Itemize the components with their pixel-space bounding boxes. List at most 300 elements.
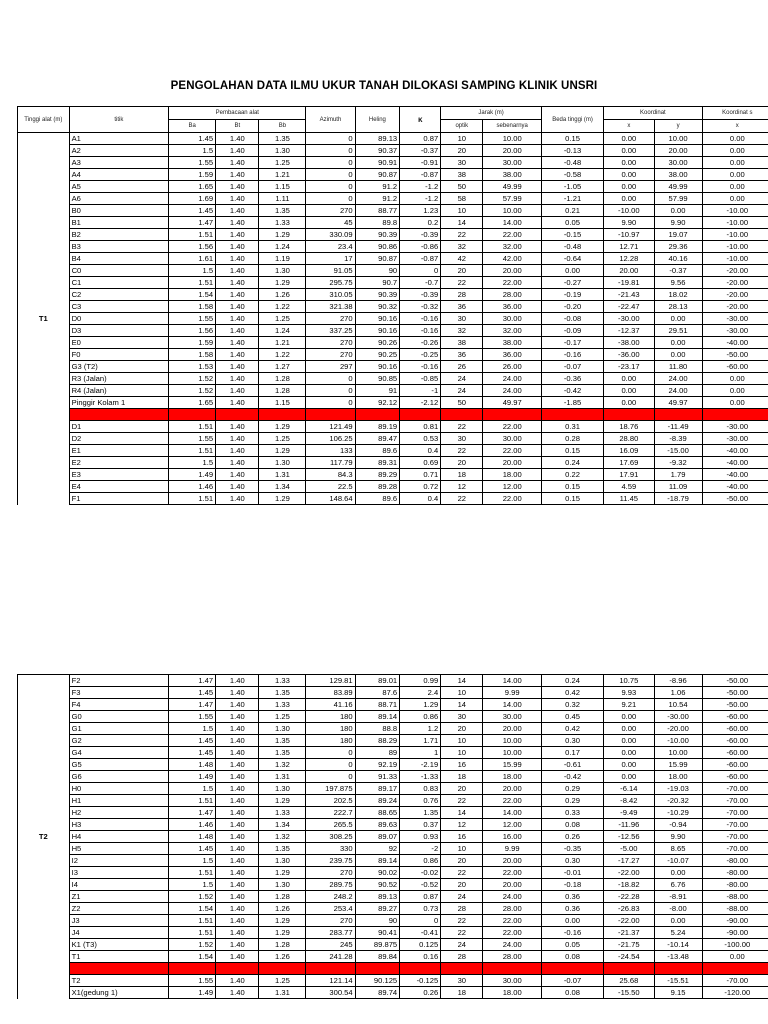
cell-azimuth: 270 [306, 349, 355, 361]
cell-heling: 89.14 [355, 855, 400, 867]
cell-kappa: -0.16 [400, 361, 441, 373]
cell-bb: 1.34 [259, 819, 306, 831]
cell-heling: 89.8 [355, 217, 400, 229]
cell-beda-tinggi: -0.19 [542, 289, 604, 301]
cell-koordinat-s-x: 0.00 [702, 133, 768, 145]
cell-jarak-sebenarnya: 49.97 [483, 397, 542, 409]
table-row [18, 771, 768, 783]
cell-bb: 1.30 [259, 783, 306, 795]
cell-koordinat-y: 9.90 [654, 217, 702, 229]
cell-heling: 90.125 [355, 975, 400, 987]
cell-bb: 1.29 [259, 421, 306, 433]
cell-jarak-sebenarnya: 28.00 [483, 289, 542, 301]
cell-koordinat-y: 0.00 [654, 915, 702, 927]
separator-cell [259, 409, 306, 421]
cell-jarak-sebenarnya: 22.00 [483, 867, 542, 879]
cell-beda-tinggi: 0.33 [542, 807, 604, 819]
cell-bb: 1.31 [259, 987, 306, 999]
table-row [18, 169, 768, 181]
cell-heling: 89.74 [355, 987, 400, 999]
cell-koordinat-s-x: -70.00 [702, 783, 768, 795]
cell-jarak-sebenarnya: 10.00 [483, 735, 542, 747]
cell-koordinat-x: -38.00 [604, 337, 654, 349]
cell-koordinat-s-x: -40.00 [702, 469, 768, 481]
cell-heling: 89.14 [355, 711, 400, 723]
cell-koordinat-x: -6.14 [604, 783, 654, 795]
separator-cell [69, 409, 169, 421]
cell-kappa: 0.86 [400, 855, 441, 867]
cell-titik: D1 [69, 421, 169, 433]
header-x: x [604, 120, 654, 133]
cell-bb: 1.35 [259, 205, 306, 217]
cell-koordinat-s-x: -20.00 [702, 301, 768, 313]
cell-bb: 1.30 [259, 457, 306, 469]
cell-ba: 1.55 [169, 433, 216, 445]
cell-koordinat-y: 38.00 [654, 169, 702, 181]
cell-koordinat-s-x: -70.00 [702, 975, 768, 987]
cell-bt: 1.40 [216, 469, 259, 481]
cell-azimuth: 17 [306, 253, 355, 265]
cell-koordinat-y: -11.49 [654, 421, 702, 433]
cell-kappa: 0.83 [400, 783, 441, 795]
cell-kappa: -0.16 [400, 313, 441, 325]
cell-bb: 1.30 [259, 145, 306, 157]
cell-bt: 1.40 [216, 373, 259, 385]
header-x2: x [702, 120, 768, 133]
cell-kappa: -2 [400, 843, 441, 855]
header-bb: Bb [259, 120, 306, 133]
cell-beda-tinggi: 0.00 [542, 915, 604, 927]
cell-koordinat-s-x: -70.00 [702, 807, 768, 819]
cell-azimuth: 148.64 [306, 493, 355, 505]
cell-koordinat-s-x: -10.00 [702, 217, 768, 229]
cell-ba: 1.5 [169, 457, 216, 469]
cell-koordinat-s-x: -10.00 [702, 205, 768, 217]
cell-azimuth: 180 [306, 711, 355, 723]
cell-heling: 90.52 [355, 879, 400, 891]
table-row [18, 879, 768, 891]
cell-beda-tinggi: 0.05 [542, 217, 604, 229]
cell-heling: 92 [355, 843, 400, 855]
cell-beda-tinggi: 0.00 [542, 265, 604, 277]
separator-cell [169, 409, 216, 421]
cell-heling: 88.29 [355, 735, 400, 747]
cell-jarak-optik: 16 [441, 831, 483, 843]
cell-kappa: 0.69 [400, 457, 441, 469]
cell-ba: 1.51 [169, 915, 216, 927]
cell-bb: 1.29 [259, 493, 306, 505]
separator-cell [216, 409, 259, 421]
separator-cell [702, 963, 768, 975]
cell-koordinat-s-x: -60.00 [702, 735, 768, 747]
cell-koordinat-y: 0.00 [654, 337, 702, 349]
separator-cell [169, 963, 216, 975]
cell-bt: 1.40 [216, 831, 259, 843]
cell-koordinat-s-x: -80.00 [702, 879, 768, 891]
cell-titik: D3 [69, 325, 169, 337]
cell-heling: 89.47 [355, 433, 400, 445]
cell-koordinat-s-x: -40.00 [702, 481, 768, 493]
cell-bb: 1.25 [259, 313, 306, 325]
cell-titik: H0 [69, 783, 169, 795]
cell-koordinat-x: 0.00 [604, 397, 654, 409]
cell-titik: H5 [69, 843, 169, 855]
cell-azimuth: 180 [306, 735, 355, 747]
cell-kappa: 0.26 [400, 987, 441, 999]
table-row [18, 675, 768, 687]
cell-beda-tinggi: -1.05 [542, 181, 604, 193]
cell-kappa: 0 [400, 265, 441, 277]
cell-jarak-optik: 36 [441, 301, 483, 313]
table-row [18, 301, 768, 313]
cell-ba: 1.65 [169, 181, 216, 193]
cell-koordinat-s-x: -50.00 [702, 699, 768, 711]
cell-jarak-optik: 30 [441, 975, 483, 987]
cell-koordinat-y: 18.00 [654, 771, 702, 783]
cell-bt: 1.40 [216, 843, 259, 855]
cell-azimuth: 106.25 [306, 433, 355, 445]
cell-titik: F0 [69, 349, 169, 361]
cell-titik: G4 [69, 747, 169, 759]
cell-bb: 1.31 [259, 771, 306, 783]
cell-azimuth: 0 [306, 397, 355, 409]
cell-jarak-optik: 28 [441, 289, 483, 301]
cell-koordinat-x: -19.81 [604, 277, 654, 289]
cell-beda-tinggi: -0.64 [542, 253, 604, 265]
separator-cell [306, 409, 355, 421]
cell-kappa: -1.2 [400, 181, 441, 193]
cell-beda-tinggi: 0.29 [542, 783, 604, 795]
cell-ba: 1.47 [169, 807, 216, 819]
cell-koordinat-x: 17.91 [604, 469, 654, 481]
cell-beda-tinggi: 0.32 [542, 699, 604, 711]
cell-beda-tinggi: -0.18 [542, 879, 604, 891]
cell-koordinat-s-x: 0.00 [702, 373, 768, 385]
cell-jarak-optik: 30 [441, 433, 483, 445]
cell-azimuth: 23.4 [306, 241, 355, 253]
cell-jarak-optik: 22 [441, 867, 483, 879]
cell-jarak-sebenarnya: 22.00 [483, 493, 542, 505]
cell-bt: 1.40 [216, 217, 259, 229]
cell-bb: 1.33 [259, 807, 306, 819]
cell-kappa: 2.4 [400, 687, 441, 699]
tinggi-alat-station: T2 [18, 675, 70, 999]
page-title: PENGOLAHAN DATA ILMU UKUR TANAH DILOKASI SAMPING KLINIK UNSRI [170, 80, 598, 92]
cell-bb: 1.35 [259, 133, 306, 145]
cell-bb: 1.24 [259, 241, 306, 253]
cell-beda-tinggi: 0.22 [542, 469, 604, 481]
separator-row [18, 963, 768, 975]
cell-heling: 90.16 [355, 361, 400, 373]
table-row [18, 481, 768, 493]
cell-koordinat-y: -9.32 [654, 457, 702, 469]
cell-kappa: -0.39 [400, 289, 441, 301]
cell-koordinat-x: -9.49 [604, 807, 654, 819]
cell-jarak-optik: 20 [441, 457, 483, 469]
cell-koordinat-s-x: -60.00 [702, 723, 768, 735]
table-row [18, 253, 768, 265]
cell-koordinat-s-x: -10.00 [702, 229, 768, 241]
cell-jarak-sebenarnya: 28.00 [483, 951, 542, 963]
table-row [18, 385, 768, 397]
cell-ba: 1.69 [169, 193, 216, 205]
table-row [18, 193, 768, 205]
cell-titik: E0 [69, 337, 169, 349]
cell-ba: 1.51 [169, 229, 216, 241]
table-row [18, 795, 768, 807]
cell-titik: I2 [69, 855, 169, 867]
cell-koordinat-x: -26.83 [604, 903, 654, 915]
cell-koordinat-x: -22.00 [604, 867, 654, 879]
separator-cell [702, 409, 768, 421]
cell-jarak-optik: 38 [441, 337, 483, 349]
cell-beda-tinggi: -1.21 [542, 193, 604, 205]
cell-koordinat-y: 9.56 [654, 277, 702, 289]
cell-titik: B2 [69, 229, 169, 241]
cell-heling: 90.91 [355, 157, 400, 169]
cell-jarak-sebenarnya: 26.00 [483, 361, 542, 373]
cell-jarak-optik: 28 [441, 903, 483, 915]
separator-cell [604, 409, 654, 421]
cell-beda-tinggi: 0.21 [542, 205, 604, 217]
cell-jarak-optik: 14 [441, 699, 483, 711]
cell-koordinat-y: -15.51 [654, 975, 702, 987]
cell-heling: 90.85 [355, 373, 400, 385]
cell-koordinat-s-x: -20.00 [702, 265, 768, 277]
cell-jarak-sebenarnya: 30.00 [483, 711, 542, 723]
cell-heling: 88.8 [355, 723, 400, 735]
cell-ba: 1.54 [169, 903, 216, 915]
cell-jarak-optik: 18 [441, 469, 483, 481]
cell-kappa: -0.87 [400, 253, 441, 265]
cell-jarak-optik: 20 [441, 723, 483, 735]
table-row [18, 687, 768, 699]
cell-titik: H1 [69, 795, 169, 807]
header-optik: optik [441, 120, 483, 133]
cell-titik: F2 [69, 675, 169, 687]
cell-bt: 1.40 [216, 493, 259, 505]
cell-azimuth: 180 [306, 723, 355, 735]
cell-ba: 1.55 [169, 313, 216, 325]
cell-ba: 1.5 [169, 145, 216, 157]
cell-jarak-optik: 10 [441, 843, 483, 855]
cell-koordinat-s-x: -70.00 [702, 819, 768, 831]
cell-jarak-optik: 18 [441, 771, 483, 783]
cell-azimuth: 270 [306, 313, 355, 325]
cell-beda-tinggi: 0.42 [542, 687, 604, 699]
cell-azimuth: 45 [306, 217, 355, 229]
cell-beda-tinggi: 0.17 [542, 747, 604, 759]
cell-koordinat-y: -8.00 [654, 903, 702, 915]
cell-azimuth: 0 [306, 771, 355, 783]
cell-heling: 90.37 [355, 145, 400, 157]
cell-koordinat-s-x: -120.00 [702, 987, 768, 999]
cell-azimuth: 202.5 [306, 795, 355, 807]
cell-koordinat-y: 18.02 [654, 289, 702, 301]
cell-bt: 1.40 [216, 445, 259, 457]
table-row [18, 807, 768, 819]
cell-ba: 1.49 [169, 469, 216, 481]
cell-jarak-sebenarnya: 22.00 [483, 229, 542, 241]
cell-ba: 1.58 [169, 349, 216, 361]
cell-azimuth: 270 [306, 205, 355, 217]
table-row [18, 325, 768, 337]
cell-koordinat-s-x: -88.00 [702, 891, 768, 903]
cell-koordinat-y: -19.03 [654, 783, 702, 795]
cell-ba: 1.5 [169, 783, 216, 795]
cell-koordinat-y: -13.48 [654, 951, 702, 963]
cell-bt: 1.40 [216, 361, 259, 373]
cell-koordinat-y: 24.00 [654, 373, 702, 385]
cell-koordinat-s-x: 0.00 [702, 385, 768, 397]
cell-bb: 1.35 [259, 843, 306, 855]
cell-jarak-optik: 22 [441, 421, 483, 433]
cell-titik: G0 [69, 711, 169, 723]
survey-table-page-2 [17, 674, 768, 999]
cell-azimuth: 310.05 [306, 289, 355, 301]
cell-bb: 1.29 [259, 277, 306, 289]
cell-heling: 90.87 [355, 169, 400, 181]
cell-ba: 1.47 [169, 217, 216, 229]
cell-jarak-sebenarnya: 10.00 [483, 205, 542, 217]
cell-ba: 1.59 [169, 337, 216, 349]
cell-azimuth: 0 [306, 373, 355, 385]
cell-ba: 1.48 [169, 831, 216, 843]
cell-heling: 88.65 [355, 807, 400, 819]
cell-kappa: 1.23 [400, 205, 441, 217]
header-sebenarnya: sebenarnya [483, 120, 542, 133]
table-row [18, 783, 768, 795]
table-row [18, 855, 768, 867]
cell-koordinat-s-x: -50.00 [702, 493, 768, 505]
cell-bt: 1.40 [216, 181, 259, 193]
cell-koordinat-x: 10.75 [604, 675, 654, 687]
table-row [18, 265, 768, 277]
cell-kappa: 0.4 [400, 493, 441, 505]
cell-azimuth: 289.75 [306, 879, 355, 891]
separator-cell [441, 409, 483, 421]
cell-jarak-optik: 22 [441, 445, 483, 457]
cell-koordinat-s-x: -80.00 [702, 855, 768, 867]
cell-bb: 1.26 [259, 951, 306, 963]
cell-koordinat-s-x: -30.00 [702, 313, 768, 325]
table-row [18, 747, 768, 759]
cell-bb: 1.25 [259, 975, 306, 987]
cell-kappa: -0.26 [400, 337, 441, 349]
cell-koordinat-x: -21.75 [604, 939, 654, 951]
cell-heling: 90.86 [355, 241, 400, 253]
table-row [18, 711, 768, 723]
cell-bt: 1.40 [216, 289, 259, 301]
cell-heling: 90.02 [355, 867, 400, 879]
cell-ba: 1.55 [169, 157, 216, 169]
cell-bt: 1.40 [216, 457, 259, 469]
cell-koordinat-s-x: -80.00 [702, 867, 768, 879]
cell-jarak-sebenarnya: 49.99 [483, 181, 542, 193]
cell-koordinat-s-x: -50.00 [702, 687, 768, 699]
cell-bb: 1.29 [259, 229, 306, 241]
cell-koordinat-x: -18.82 [604, 879, 654, 891]
cell-jarak-sebenarnya: 20.00 [483, 265, 542, 277]
cell-bt: 1.40 [216, 313, 259, 325]
cell-ba: 1.51 [169, 927, 216, 939]
cell-heling: 91.33 [355, 771, 400, 783]
table-row [18, 313, 768, 325]
cell-koordinat-x: 11.45 [604, 493, 654, 505]
cell-jarak-sebenarnya: 22.00 [483, 445, 542, 457]
cell-bt: 1.40 [216, 915, 259, 927]
cell-koordinat-x: 0.00 [604, 711, 654, 723]
cell-bb: 1.32 [259, 759, 306, 771]
cell-bb: 1.35 [259, 747, 306, 759]
cell-bb: 1.28 [259, 891, 306, 903]
cell-azimuth: 253.4 [306, 903, 355, 915]
cell-jarak-sebenarnya: 10.00 [483, 133, 542, 145]
cell-azimuth: 121.49 [306, 421, 355, 433]
cell-titik: B4 [69, 253, 169, 265]
cell-ba: 1.61 [169, 253, 216, 265]
cell-azimuth: 0 [306, 145, 355, 157]
cell-heling: 90.16 [355, 325, 400, 337]
cell-bb: 1.30 [259, 879, 306, 891]
cell-kappa: -0.7 [400, 277, 441, 289]
table-row [18, 229, 768, 241]
cell-jarak-optik: 20 [441, 783, 483, 795]
cell-koordinat-y: 29.51 [654, 325, 702, 337]
cell-titik: K1 (T3) [69, 939, 169, 951]
cell-bb: 1.29 [259, 795, 306, 807]
cell-kappa: 0.2 [400, 217, 441, 229]
cell-bt: 1.40 [216, 711, 259, 723]
survey-table-page-1 [17, 106, 768, 505]
cell-koordinat-x: -12.56 [604, 831, 654, 843]
cell-kappa: -0.41 [400, 927, 441, 939]
cell-azimuth: 133 [306, 445, 355, 457]
table-row [18, 735, 768, 747]
cell-heling: 89.31 [355, 457, 400, 469]
cell-bt: 1.40 [216, 265, 259, 277]
cell-jarak-optik: 50 [441, 397, 483, 409]
cell-koordinat-s-x: -100.00 [702, 939, 768, 951]
table-row [18, 349, 768, 361]
cell-heling: 90.39 [355, 229, 400, 241]
cell-kappa: 0.72 [400, 481, 441, 493]
cell-heling: 91 [355, 385, 400, 397]
cell-azimuth: 265.5 [306, 819, 355, 831]
cell-jarak-optik: 20 [441, 855, 483, 867]
cell-azimuth: 0 [306, 181, 355, 193]
table-row [18, 277, 768, 289]
header-bt: Bt [216, 120, 259, 133]
cell-beda-tinggi: -1.85 [542, 397, 604, 409]
cell-jarak-sebenarnya: 22.00 [483, 927, 542, 939]
cell-bt: 1.40 [216, 241, 259, 253]
cell-bt: 1.40 [216, 253, 259, 265]
header-kappa: κ [400, 107, 441, 133]
cell-kappa: 0.93 [400, 831, 441, 843]
cell-beda-tinggi: 0.26 [542, 831, 604, 843]
header-tinggi-alat: Tinggi alat (m) [18, 107, 70, 133]
cell-jarak-optik: 28 [441, 951, 483, 963]
cell-koordinat-s-x: -90.00 [702, 915, 768, 927]
cell-bt: 1.40 [216, 747, 259, 759]
cell-azimuth: 117.79 [306, 457, 355, 469]
cell-jarak-optik: 12 [441, 819, 483, 831]
cell-bt: 1.40 [216, 193, 259, 205]
cell-koordinat-y: 57.99 [654, 193, 702, 205]
cell-jarak-sebenarnya: 30.00 [483, 433, 542, 445]
cell-koordinat-y: 0.00 [654, 349, 702, 361]
